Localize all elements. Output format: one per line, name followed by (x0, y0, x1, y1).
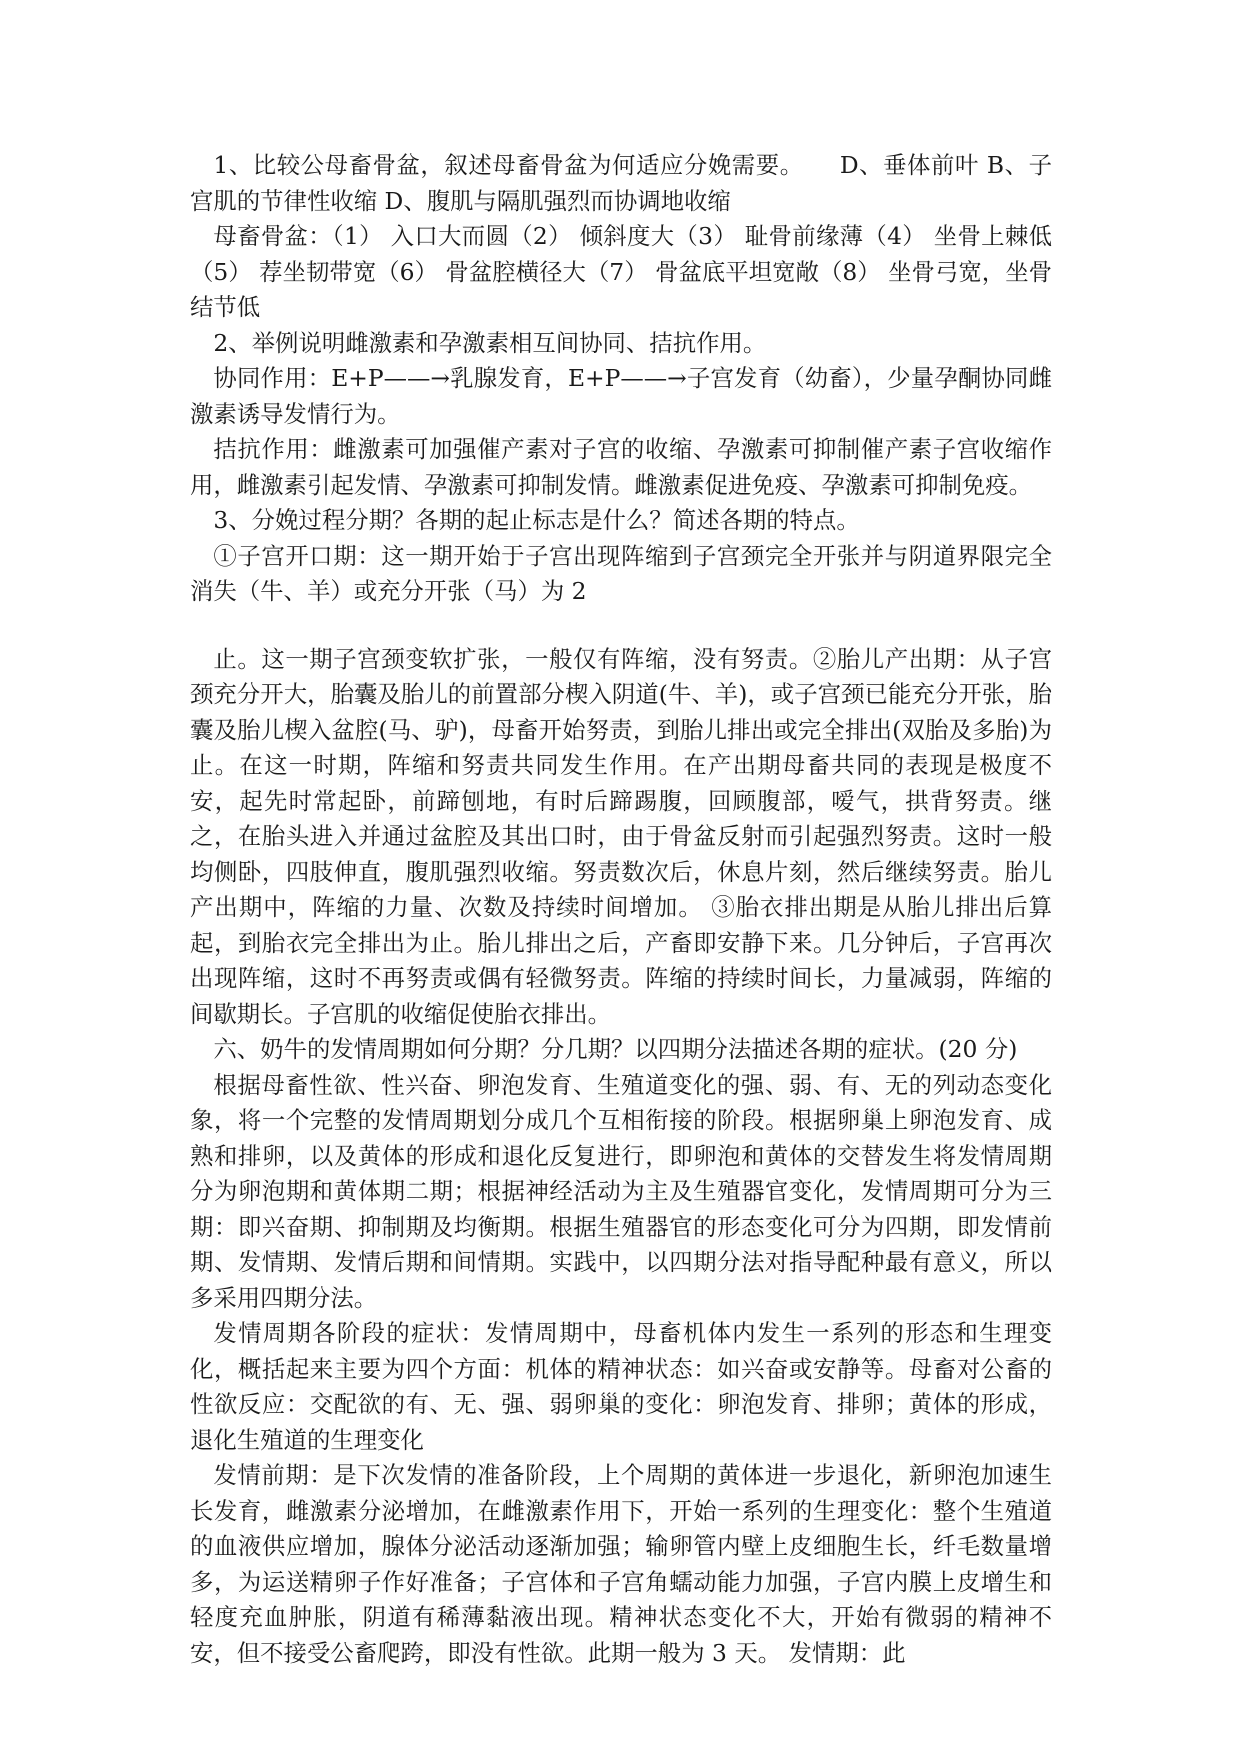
paragraph-question-6: 六、奶牛的发情周期如何分期？分几期？以四期分法描述各期的症状。(20 分) (213, 1035, 1018, 1063)
paragraph-question-3: 3、分娩过程分期？各期的起止标志是什么？简述各期的特点。 (213, 506, 860, 534)
paragraph-answer-1: 母畜骨盆：（1） 入口大而圆（2） 倾斜度大（3） 耻骨前缘薄（4） 坐骨上棘低（5） 荐坐韧带宽（6） 骨盆腔横径大（7） 骨盆底平坦宽敞（8） 坐骨弓宽，坐骨结节低 (190, 222, 1052, 321)
document-page (190, 148, 1052, 1671)
paragraph-estrous-division: 根据母畜性欲、性兴奋、卵泡发育、生殖道变化的强、弱、有、无的列动态变化象，将一个完整的发情周期划分成几个互相衔接的阶段。根据卵巢上卵泡发育、成熟和排卵，以及黄体的形成和退化反复进行，即卵泡和黄体的交替发生将发情周期分为卵泡期和黄体期二期；根据神经活动为主及生殖器官变化，发情周期可分为三期：即兴奋期、抑制期及均衡期。根据生殖器官的形态变化可分为四期，即发情前期、发情期、发情后期和间情期。实践中，以四期分法对指导配种最有意义，所以多采用四期分法。 (190, 1070, 1052, 1312)
paragraph-estrous-symptoms: 发情周期各阶段的症状：发情周期中，母畜机体内发生一系列的形态和生理变化，概括起来主要为四个方面：机体的精神状态：如兴奋或安静等。母畜对公畜的性欲反应：交配欲的有、无、强、弱卵巢的变化：卵泡发育、排卵；黄体的形成，退化生殖道的生理变化 (190, 1319, 1052, 1454)
paragraph-question-2: 2、举例说明雌激素和孕激素相互间协同、拮抗作用。 (213, 328, 767, 357)
paragraph-delivery-stages: 止。这一期子宫颈变软扩张，一般仅有阵缩，没有努责。②胎儿产出期：从子宫颈充分开大，胎囊及胎儿的前置部分楔入阴道(牛、羊)，或子宫颈已能充分开张，胎囊及胎儿楔入盆腔(马、驴)，母畜开始努责，到胎儿排出或完全排出(双胎及多胎)为止。在这一时期，阵缩和努责共同发生作用。在产出期母畜共同的表现是极度不安，起先时常起卧，前蹄刨地，有时后蹄踢腹，回顾腹部，嗳气，拱背努责。继之，在胎头进入并通过盆腔及其出口时，由于骨盆反射而引起强烈努责。这时一般均侧卧，四肢伸直，腹肌强烈收缩。努责数次后，休息片刻，然后继续努责。胎儿产出期中，阵缩的力量、次数及持续时间增加。 ③胎衣排出期是从胎儿排出后算起，到胎衣完全排出为止。胎儿排出之后，产畜即安静下来。几分钟后，子宫再次出现阵缩，这时不再努责或偶有轻微努责。阵缩的持续时间长，力量减弱，阵缩的间歇期长。子宫肌的收缩促使胎衣排出。 (190, 644, 1052, 1028)
paragraph-question-1: 1、比较公母畜骨盆，叙述母畜骨盆为何适应分娩需要。 D、垂体前叶 B、子宫肌的节律性收缩 D、腹肌与隔肌强烈而协调地收缩 (190, 151, 1052, 215)
paragraph-synergy: 协同作用：E+P——→乳腺发育，E+P——→子宫发育（幼畜），少量孕酮协同雌激素诱导发情行为。 (190, 364, 1052, 428)
paragraph-proestrus: 发情前期：是下次发情的准备阶段，上个周期的黄体进一步退化，新卵泡加速生长发育，雌激素分泌增加，在雌激素作用下，开始一系列的生理变化：整个生殖道的血液供应增加，腺体分泌活动逐渐加强；输卵管内壁上皮细胞生长，纤毛数量增多，为运送精卵子作好准备；子宫体和子宫角蠕动能力加强，子宫内膜上皮增生和轻度充血肿胀，阴道有稀薄黏液出现。精神状态变化不大，开始有微弱的精神不安，但不接受公畜爬跨，即没有性欲。此期一般为 3 天。 发情期：此 (190, 1461, 1052, 1667)
paragraph-antagonism: 拮抗作用：雌激素可加强催产素对子宫的收缩、孕激素可抑制催产素子宫收缩作用，雌激素引起发情、孕激素可抑制发情。雌激素促进免疫、孕激素可抑制免疫。 (190, 435, 1052, 499)
paragraph-cervical-stage: ①子宫开口期：这一期开始于子宫出现阵缩到子宫颈完全开张并与阴道界限完全消失（牛、羊）或充分开张（马）为 2 (190, 541, 1052, 605)
